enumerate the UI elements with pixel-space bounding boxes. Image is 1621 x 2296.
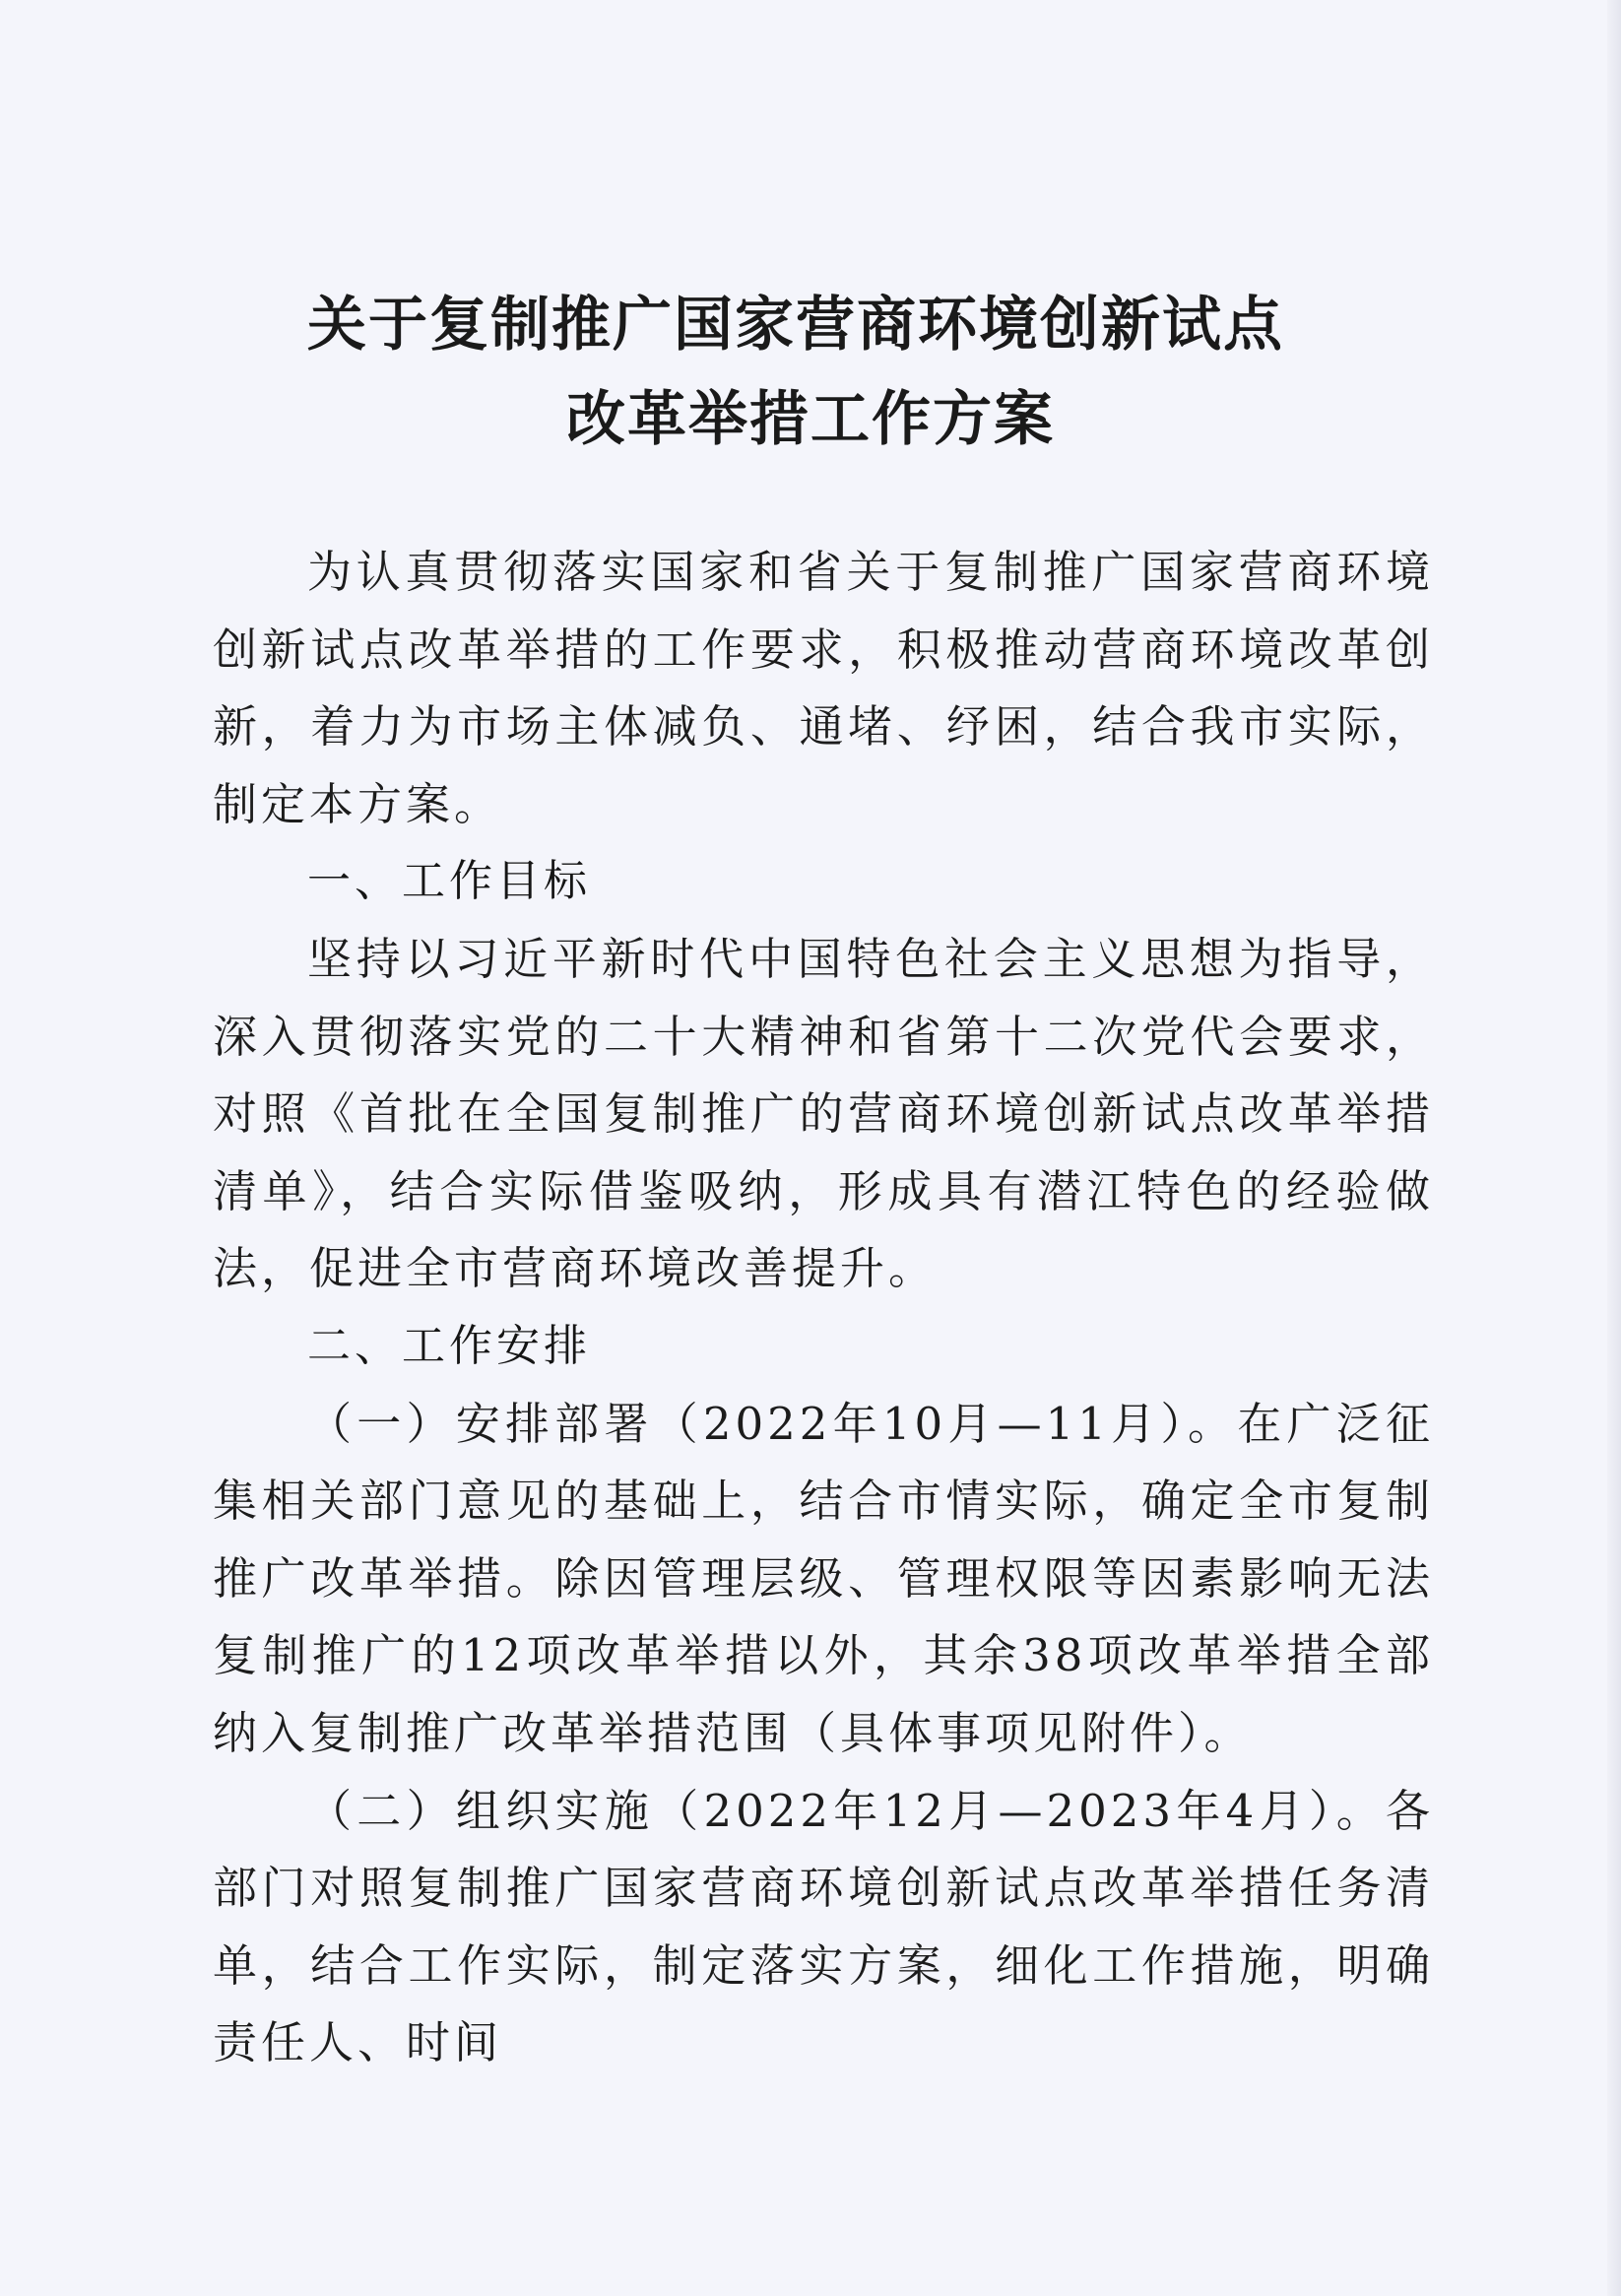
document-body — [213, 534, 1434, 2082]
title-line-1: 关于复制推广国家营商环境创新试点 — [307, 291, 1284, 360]
title-line-2: 改革举措工作方案 — [566, 385, 1055, 454]
intro-paragraph: 为认真贯彻落实国家和省关于复制推广国家营商环境创新试点改革举措的工作要求，积极推动营商环境改革创新，着力为市场主体减负、通堵、纾困，结合我市实际，制定本方案。 — [213, 546, 1434, 830]
arrangement-item-1: （一）安排部署（2022年10月—11月）。在广泛征集相关部门意见的基础上，结合市情实际，确定全市复制推广改革举措。除因管理层级、管理权限等因素影响无法复制推广的12项改革举措以外，其余38项改革举措全部纳入复制推广改革举措范围（具体事项见附件）。 — [213, 1397, 1434, 1759]
section-heading-arrangement: 二、工作安排 — [307, 1320, 591, 1371]
section-heading-goals: 一、工作目标 — [307, 856, 591, 907]
goals-paragraph: 坚持以习近平新时代中国特色社会主义思想为指导，深入贯彻落实党的二十大精神和省第十二次党代会要求，对照《首批在全国复制推广的营商环境创新试点改革举措清单》，结合实际借鉴吸纳，形成具有潜江特色的经验做法，促进全市营商环境改善提升。 — [213, 932, 1434, 1295]
document-title — [0, 278, 1621, 467]
arrangement-item-2: （二）组织实施（2022年12月—2023年4月）。各部门对照复制推广国家营商环境创新试点改革举措任务清单，结合工作实际，制定落实方案，细化工作措施，明确责任人、时间 — [213, 1784, 1434, 2069]
